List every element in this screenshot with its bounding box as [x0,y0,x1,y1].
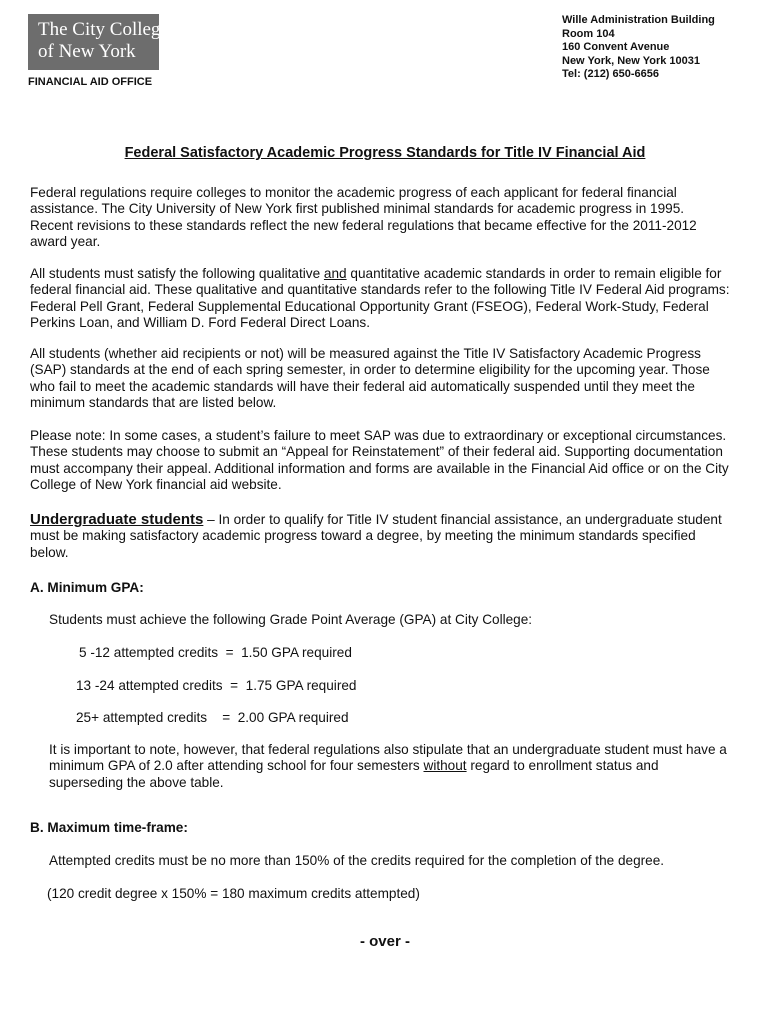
p2-text-before: All students must satisfy the following qualitative [30,266,324,281]
section-a-heading: A. Minimum GPA: [30,580,144,595]
paragraph-standards [30,266,730,332]
section-b-heading: B. Maximum time-frame: [30,820,188,835]
section-b-text: Attempted credits must be no more than 150% of the credits required for the completion of the degree. [49,853,665,868]
section-b-example: (120 credit degree x 150% = 180 maximum credits attempted) [47,886,420,901]
address-street: 160 Convent Avenue [562,41,670,54]
section-a-note [49,742,729,791]
address-room: Room 104 [562,27,615,40]
gpa-row-2: 13 -24 attempted credits = 1.75 GPA required [76,678,357,693]
college-logo [28,14,169,70]
note-without-emphasis: without [423,758,467,774]
document-title: Federal Satisfactory Academic Progress Standards for Title IV Financial Aid [124,145,646,161]
note-text-after: regard to enrollment status and superseding the above table. [49,758,659,790]
note-text-before: It is important to note, however, that federal regulations also stipulate that an undergraduate student must have a minimum GPA of 2.0 after attending school for four semesters [49,742,727,774]
address-city: New York, New York 10031 [562,54,700,67]
logo-line-1: The City College [38,19,169,40]
p2-text-after: quantitative academic standards in order to remain eligible for federal financial aid. These qualitative and quantitative standards refer to the following Title IV Federal Aid programs: Federal Pell Grant, Federal Supplemental Educational Opportunity Grant (FSEOG), Federal Work-Study, Federal Perkins Loan, and William D. Ford Federal Direct Loans. [30,266,730,331]
gpa-row-1: 5 -12 attempted credits = 1.50 GPA required [79,645,352,660]
undergraduate-text: – In order to qualify for Title IV student financial assistance, an undergraduate student must be making satisfactory academic progress toward a degree, by meeting the minimum standards specified below. [30,512,722,560]
logo-line-2: of New York [38,41,136,62]
paragraph-undergraduate [30,512,730,561]
section-a-intro: Students must achieve the following Grade Point Average (GPA) at City College: [49,612,533,627]
paragraph-note: Please note: In some cases, a student’s failure to meet SAP was due to extraordinary or exceptional circumstances. These students may choose to submit an “Appeal for Reinstatement” of their federal aid. Supporting documentation must accompany their appeal. Additional information and forms are available in the Financial Aid office or on the City College of New York financial aid website. [30,428,729,493]
address-block [562,14,715,82]
undergraduate-heading: Undergraduate students [30,511,204,528]
over-indicator: - over - [359,933,410,950]
address-building: Wille Administration Building [562,14,715,26]
p2-and-emphasis: and [323,266,347,281]
paragraph-regulations: Federal regulations require colleges to monitor the academic progress of each applicant for federal financial assistance. The City University of New York first published minimal standards for academic progress in 1995. Recent revisions to these standards reflect the new federal regulations that became effective for the 2011-2012 award year. [30,185,697,250]
address-tel: Tel: (212) 650-6656 [562,68,660,81]
paragraph-measurement: All students (whether aid recipients or not) will be measured against the Title IV Satisfactory Academic Progress (SAP) standards at the end of each spring semester, in order to determine eligibility for the upcoming year. Those who fail to meet the academic standards will have their federal aid automatically suspended until they meet the minimum standards that are listed below. [30,346,710,411]
office-name: FINANCIAL AID OFFICE [28,76,153,88]
gpa-row-3: 25+ attempted credits = 2.00 GPA required [76,710,349,725]
